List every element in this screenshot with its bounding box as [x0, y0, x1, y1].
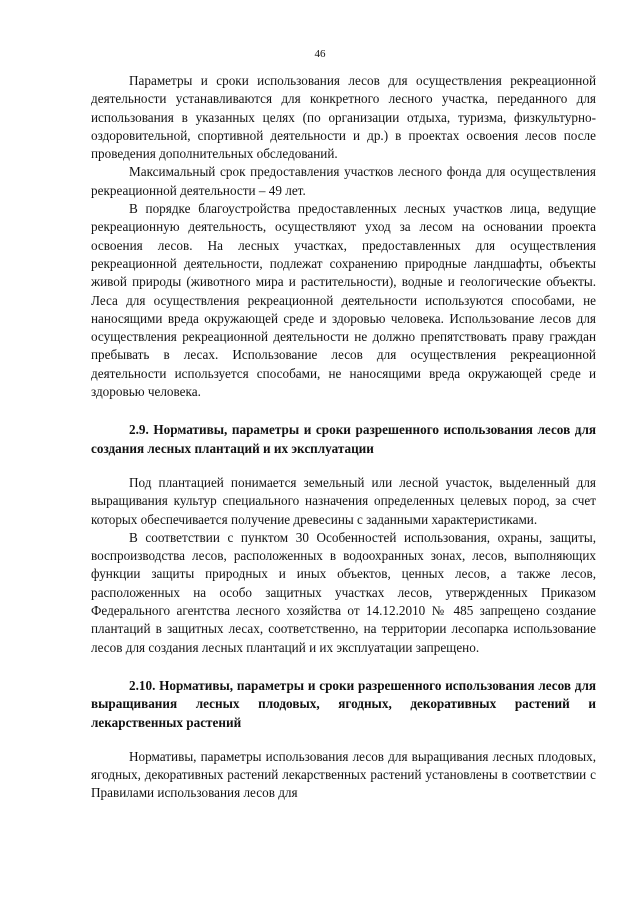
spacer: [91, 732, 596, 748]
page-body: [91, 72, 596, 803]
paragraph-recreation-term: Максимальный срок предоставления участков лесного фонда для осуществления рекреационной деятельности – 49 лет.: [91, 164, 596, 198]
paragraph-plantation-prohibition: В соответствии с пунктом 30 Особенностей использования, охраны, защиты, воспроизводства лесов, расположенных в водоохранных зонах, лесов, выполняющих функции защиты природных и иных объектов, ценных лесов, а также лесов, расположенных на особо защитных участках лесов, утвержденных Приказом Федерального агентства лесного хозяйства от 14.12.2010 № 485 запрещено создание плантаций в защитных лесах, соответственно, на территории лесопарка использование лесов для создания лесных плантаций и их эксплуатации запрещено.: [91, 529, 596, 655]
paragraph-recreation-care: В порядке благоустройства предоставленных лесных участков лица, ведущие рекреационную деятельность, осуществляют уход за лесом на основании проекта освоения лесов. На лесных участках, предоставленных для осуществления рекреационной деятельности, подлежат сохранению природные ландшафты, объекты живой природы (животного мира и растительности), водные и геологические объекты. Леса для осуществления рекреационной деятельности используются способами, не наносящими вреда окружающей среде и здоровью человека. Использование лесов для осуществления рекреационной деятельности не должно препятствовать праву граждан пребывать в лесах. Использование лесов для осуществления рекреационной деятельности используется способами, не наносящими вреда окружающей среде и здоровью человека.: [91, 201, 596, 400]
paragraph-recreation-params: Параметры и сроки использования лесов для осуществления рекреационной деятельности устанавливаются для конкретного лесного участка, переданного для использования в указанных целях (по организации отдыха, туризма, физкультурно-оздоровительной, спортивной деятельности и др.) в проектах освоения лесов после проведения дополнительных обследований.: [91, 73, 596, 162]
spacer: [91, 458, 596, 474]
spacer: [91, 401, 596, 421]
page-number: 46: [314, 48, 326, 60]
section-heading-2-9: 2.9. Нормативы, параметры и сроки разрешенного использования лесов для создания лесных плантаций и их эксплуатации: [91, 422, 596, 456]
paragraph-plants-norms: Нормативы, параметры использования лесов для выращивания лесных плодовых, ягодных, декоративных растений лекарственных растений установлены в соответствии с Правилами использования лесов для: [91, 748, 596, 801]
spacer: [91, 657, 596, 677]
section-heading-2-10: 2.10. Нормативы, параметры и сроки разрешенного использования лесов для выращивания лесных плодовых, ягодных, декоративных растений и лекарственных растений: [91, 677, 596, 730]
paragraph-plantation-definition: Под плантацией понимается земельный или лесной участок, выделенный для выращивания культур специального назначения определенных целевых пород, за счет которых обеспечивается получение древесины с заданными характеристиками.: [91, 474, 596, 527]
